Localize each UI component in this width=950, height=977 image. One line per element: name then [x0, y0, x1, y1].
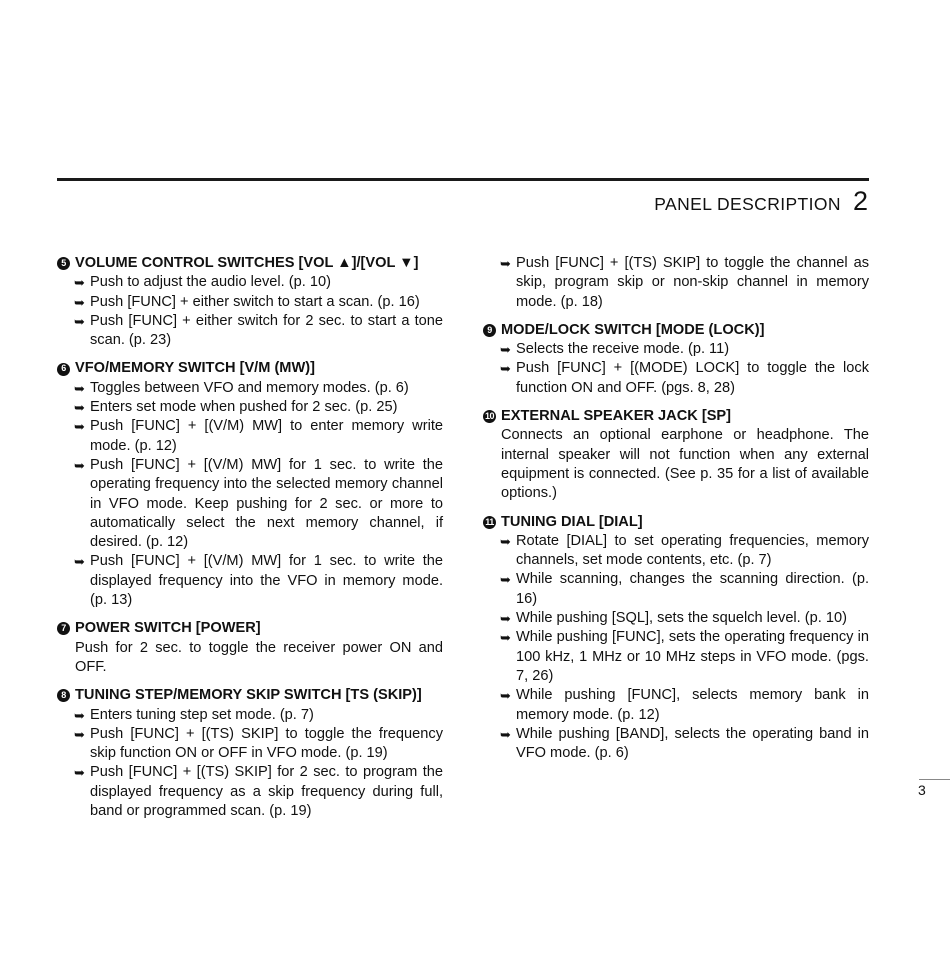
bullet-text: Push [FUNC] + [(TS) SKIP] to toggle the channel as skip, program skip or non-skip channel in memory mode. (p. 18): [516, 255, 869, 310]
section-heading: [483, 407, 869, 426]
number-badge: 11: [483, 516, 496, 529]
arrow-icon: ➥: [74, 554, 85, 570]
section-heading: [57, 686, 443, 705]
header-rule: [57, 178, 869, 181]
bullet-item: [483, 254, 869, 312]
bullet-item: [57, 312, 443, 351]
arrow-icon: ➥: [74, 400, 85, 416]
bullet-text: While pushing [BAND], selects the operating band in VFO mode. (p. 6): [516, 725, 869, 762]
arrow-icon: ➥: [74, 313, 85, 329]
arrow-icon: ➥: [500, 361, 511, 377]
page-number-rule: [919, 779, 950, 780]
bullet-list: [57, 706, 443, 822]
section-heading: [483, 513, 869, 532]
bullet-text: While pushing [FUNC], sets the operating frequency in 100 kHz, 1 MHz or 10 MHz steps in VFO mode. (pgs. 7, 26): [516, 629, 869, 684]
bullet-item: [483, 725, 869, 764]
bullet-text: Push [FUNC] + [(V/M) MW] for 1 sec. to write the displayed frequency into the VFO in memory mode. (p. 13): [90, 553, 443, 609]
section-body: Connects an optional earphone or headphone. The internal speaker will not function when any external equipment is connected. (See p. 35 for a list of available options.): [501, 427, 869, 502]
section-heading: [57, 619, 443, 638]
bullet-text: Enters tuning step set mode. (p. 7): [90, 706, 314, 723]
panel-section: [483, 321, 869, 398]
page-header: [654, 186, 868, 217]
heading-text: VOLUME CONTROL SWITCHES [VOL ▲]/[VOL ▼]: [75, 255, 419, 271]
bullet-item: [483, 532, 869, 571]
number-badge: 6: [57, 363, 70, 376]
arrow-icon: ➥: [500, 572, 511, 588]
heading-text: TUNING STEP/MEMORY SKIP SWITCH [TS (SKIP)]: [75, 687, 422, 704]
bullet-list: [57, 379, 443, 611]
arrow-icon: ➥: [500, 533, 511, 549]
arrow-icon: ➥: [74, 419, 85, 435]
section-heading: [483, 321, 869, 340]
bullet-text: Push [FUNC] + [(TS) SKIP] to toggle the frequency skip function ON or OFF in VFO mode. (p. 19): [90, 725, 443, 762]
bullet-item: [57, 725, 443, 764]
number-badge: 8: [57, 689, 70, 702]
heading-text: POWER SWITCH [POWER]: [75, 620, 261, 637]
chapter-number: 2: [852, 186, 868, 216]
bullet-text: Push [FUNC] + [(TS) SKIP] for 2 sec. to program the displayed frequency as a skip frequency during full, band or programmed scan. (p. 19): [90, 764, 443, 820]
panel-section: [483, 254, 869, 312]
arrow-icon: ➥: [74, 380, 85, 396]
bullet-item: [57, 763, 443, 821]
bullet-text: While scanning, changes the scanning direction. (p. 16): [516, 571, 869, 607]
heading-text: TUNING DIAL [DIAL]: [501, 513, 643, 530]
bullet-text: Enters set mode when pushed for 2 sec. (p. 25): [90, 399, 398, 416]
arrow-icon: ➥: [500, 688, 511, 704]
bullet-item: [57, 417, 443, 456]
bullet-list: [483, 532, 869, 764]
bullet-item: [57, 293, 443, 312]
bullet-item: [483, 359, 869, 398]
bullet-text: Push [FUNC] + either switch for 2 sec. to start a tone scan. (p. 23): [90, 312, 443, 349]
bullet-text: Selects the receive mode. (p. 11): [516, 341, 730, 358]
bullet-text: Push to adjust the audio level. (p. 10): [90, 274, 331, 291]
bullet-text: While pushing [SQL], sets the squelch level. (p. 10): [516, 610, 847, 627]
arrow-icon: ➥: [74, 275, 85, 291]
panel-section: [483, 513, 869, 764]
page-number: 3: [918, 782, 926, 798]
heading-text: EXTERNAL SPEAKER JACK [SP]: [501, 408, 732, 425]
number-badge: 10: [483, 410, 496, 423]
bullet-list: [57, 273, 443, 350]
bullet-item: [483, 609, 869, 628]
bullet-text: While pushing [FUNC], selects memory bank in memory mode. (p. 12): [516, 687, 869, 723]
bullet-item: [57, 706, 443, 725]
left-column: [57, 254, 443, 830]
bullet-text: Rotate [DIAL] to set operating frequencies, memory channels, set mode contents, etc. (p. 7): [516, 532, 869, 569]
arrow-icon: ➥: [500, 256, 511, 271]
bullet-item: [57, 552, 443, 610]
bullet-item: [57, 379, 443, 398]
section-title: PANEL DESCRIPTION: [654, 194, 841, 214]
bullet-text: Toggles between VFO and memory modes. (p. 6): [90, 379, 409, 396]
section-heading: [57, 254, 443, 273]
section-body: Push for 2 sec. to toggle the receiver power ON and OFF.: [75, 639, 443, 675]
arrow-icon: ➥: [500, 726, 511, 742]
arrow-icon: ➥: [74, 457, 85, 473]
bullet-text: Push [FUNC] + [(V/M) MW] to enter memory write mode. (p. 12): [90, 418, 443, 454]
panel-section: [57, 619, 443, 677]
section-heading: [57, 359, 443, 378]
heading-text: MODE/LOCK SWITCH [MODE (LOCK)]: [501, 321, 765, 338]
panel-section: [57, 254, 443, 350]
number-badge: 9: [483, 324, 496, 337]
arrow-icon: ➥: [500, 630, 511, 646]
arrow-icon: ➥: [74, 726, 85, 742]
bullet-list: [483, 340, 869, 398]
heading-text: VFO/MEMORY SWITCH [V/M (MW)]: [75, 360, 315, 377]
panel-section: [57, 686, 443, 821]
right-column: [483, 254, 869, 772]
number-badge: 7: [57, 622, 70, 635]
arrow-icon: ➥: [500, 342, 511, 358]
bullet-item: [57, 273, 443, 292]
bullet-text: Push [FUNC] + [(V/M) MW] for 1 sec. to write the operating frequency into the selected memory channel in VFO mode. Keep pushing for 2 sec. or more to automatically select the next memory channel, if desired. (p. 12): [90, 456, 443, 551]
bullet-list: [483, 254, 869, 312]
bullet-text: Push [FUNC] + [(MODE) LOCK] to toggle the lock function ON and OFF. (pgs. 8, 28): [516, 360, 869, 396]
bullet-item: [483, 686, 869, 725]
arrow-icon: ➥: [74, 294, 85, 310]
arrow-icon: ➥: [74, 707, 85, 723]
panel-section: [483, 407, 869, 503]
bullet-item: [483, 628, 869, 686]
arrow-icon: ➥: [74, 765, 85, 781]
arrow-icon: ➥: [500, 611, 511, 627]
bullet-item: [57, 456, 443, 552]
panel-section: [57, 359, 443, 610]
bullet-text: Push [FUNC] + either switch to start a scan. (p. 16): [90, 293, 420, 310]
number-badge: 5: [57, 257, 70, 270]
bullet-item: [57, 398, 443, 417]
bullet-item: [483, 570, 869, 609]
bullet-item: [483, 340, 869, 359]
